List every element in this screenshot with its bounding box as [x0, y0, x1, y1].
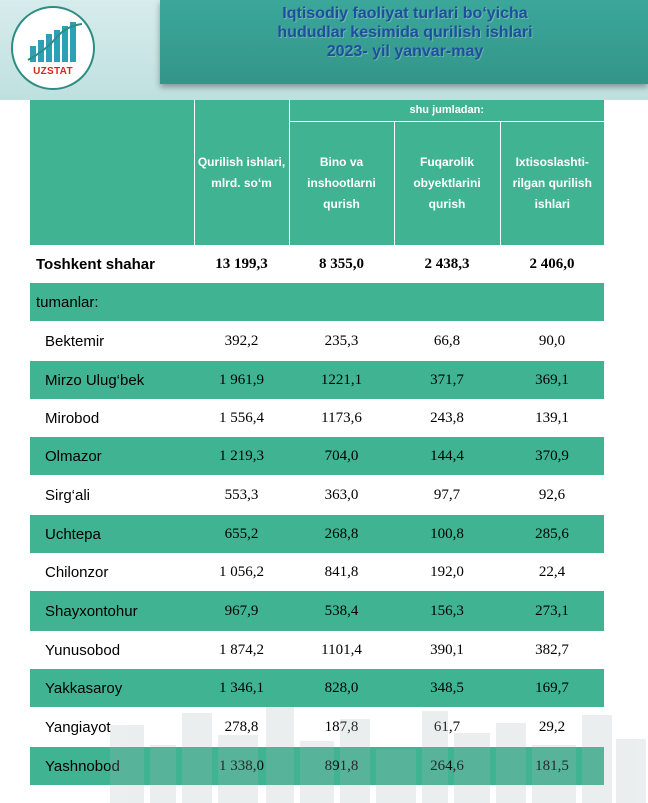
total-buildings: 8 355,0: [289, 245, 394, 283]
table-row: [30, 591, 604, 631]
cell-civil: 100,8: [394, 515, 500, 553]
district-name: Yakkasaroy: [30, 669, 194, 707]
cell-specialized: 92,6: [500, 475, 604, 515]
table-row: [30, 631, 604, 669]
district-name: Yashnobod: [30, 747, 194, 785]
cell-construction: 1 961,9: [194, 361, 289, 399]
cell-civil: 390,1: [394, 631, 500, 669]
cell-specialized: 273,1: [500, 591, 604, 631]
district-name: Bektemir: [30, 321, 194, 361]
cell-civil: 243,8: [394, 399, 500, 437]
total-row: [30, 245, 604, 283]
cell-civil: 97,7: [394, 475, 500, 515]
cell-specialized: 382,7: [500, 631, 604, 669]
cell-civil: 66,8: [394, 321, 500, 361]
table-row: [30, 747, 604, 785]
cell-specialized: 369,1: [500, 361, 604, 399]
title-line-3: 2023- yil yanvar-may: [326, 43, 484, 60]
cell-civil: 61,7: [394, 707, 500, 747]
cell-specialized: 169,7: [500, 669, 604, 707]
cell-buildings: 891,8: [289, 747, 394, 785]
col-header-buildings: Bino va inshootlarni qurish: [289, 121, 394, 245]
cell-construction: 1 056,2: [194, 553, 289, 591]
cell-specialized: 29,2: [500, 707, 604, 747]
total-construction: 13 199,3: [194, 245, 289, 283]
cell-construction: 278,8: [194, 707, 289, 747]
table-row: [30, 437, 604, 475]
cell-civil: 144,4: [394, 437, 500, 475]
district-name: Olmazor: [30, 437, 194, 475]
cell-buildings: 235,3: [289, 321, 394, 361]
table-row: [30, 669, 604, 707]
header-blank-cell: [30, 100, 194, 245]
district-name: Yunusobod: [30, 631, 194, 669]
logo-text: UZSTAT: [33, 66, 73, 77]
cell-buildings: 828,0: [289, 669, 394, 707]
cell-civil: 264,6: [394, 747, 500, 785]
cell-buildings: 841,8: [289, 553, 394, 591]
cell-construction: 1 556,4: [194, 399, 289, 437]
cell-civil: 156,3: [394, 591, 500, 631]
title-line-2: hududlar kesimida qurilish ishlari: [277, 24, 533, 41]
district-name: Mirobod: [30, 399, 194, 437]
cell-construction: 1 219,3: [194, 437, 289, 475]
district-name: Shayxontohur: [30, 591, 194, 631]
cell-specialized: 139,1: [500, 399, 604, 437]
total-specialized: 2 406,0: [500, 245, 604, 283]
district-name: Sirg‘ali: [30, 475, 194, 515]
col-header-civil: Fuqarolik obyektlarini qurish: [394, 121, 500, 245]
section-row: [30, 283, 604, 321]
cell-buildings: 704,0: [289, 437, 394, 475]
district-name: Chilonzor: [30, 553, 194, 591]
total-name: Toshkent shahar: [30, 245, 194, 283]
table-row: [30, 515, 604, 553]
district-name: Uchtepa: [30, 515, 194, 553]
cell-buildings: 268,8: [289, 515, 394, 553]
table-row: [30, 475, 604, 515]
district-rows: [30, 321, 604, 785]
table-row: [30, 361, 604, 399]
construction-table: [30, 100, 604, 785]
table-row: [30, 707, 604, 747]
total-civil: 2 438,3: [394, 245, 500, 283]
table-row: [30, 553, 604, 591]
page-title: [170, 4, 640, 61]
cell-construction: 553,3: [194, 475, 289, 515]
table-row: [30, 399, 604, 437]
bar-chart-logo-icon: [26, 20, 84, 64]
cell-construction: 392,2: [194, 321, 289, 361]
cell-civil: 371,7: [394, 361, 500, 399]
title-line-1: Iqtisodiy faoliyat turlari bo‘yicha: [282, 5, 528, 22]
cell-buildings: 187,8: [289, 707, 394, 747]
cell-buildings: 363,0: [289, 475, 394, 515]
col-group-header: shu jumladan:: [289, 100, 604, 121]
uzstat-logo: [11, 6, 95, 90]
cell-specialized: 370,9: [500, 437, 604, 475]
cell-construction: 1 874,2: [194, 631, 289, 669]
cell-construction: 1 346,1: [194, 669, 289, 707]
cell-buildings: 538,4: [289, 591, 394, 631]
cell-specialized: 90,0: [500, 321, 604, 361]
cell-civil: 192,0: [394, 553, 500, 591]
cell-buildings: 1221,1: [289, 361, 394, 399]
section-label: tumanlar:: [30, 283, 604, 321]
cell-specialized: 285,6: [500, 515, 604, 553]
col-header-construction: Qurilish ishlari, mlrd. so‘m: [194, 100, 289, 245]
cell-buildings: 1101,4: [289, 631, 394, 669]
cell-civil: 348,5: [394, 669, 500, 707]
cell-specialized: 181,5: [500, 747, 604, 785]
district-name: Yangiayot: [30, 707, 194, 747]
district-name: Mirzo Ulug‘bek: [30, 361, 194, 399]
cell-specialized: 22,4: [500, 553, 604, 591]
col-header-specialized: Ixtisoslashti-rilgan qurilish ishlari: [500, 121, 604, 245]
table-row: [30, 321, 604, 361]
cell-buildings: 1173,6: [289, 399, 394, 437]
cell-construction: 967,9: [194, 591, 289, 631]
cell-construction: 1 338,0: [194, 747, 289, 785]
cell-construction: 655,2: [194, 515, 289, 553]
